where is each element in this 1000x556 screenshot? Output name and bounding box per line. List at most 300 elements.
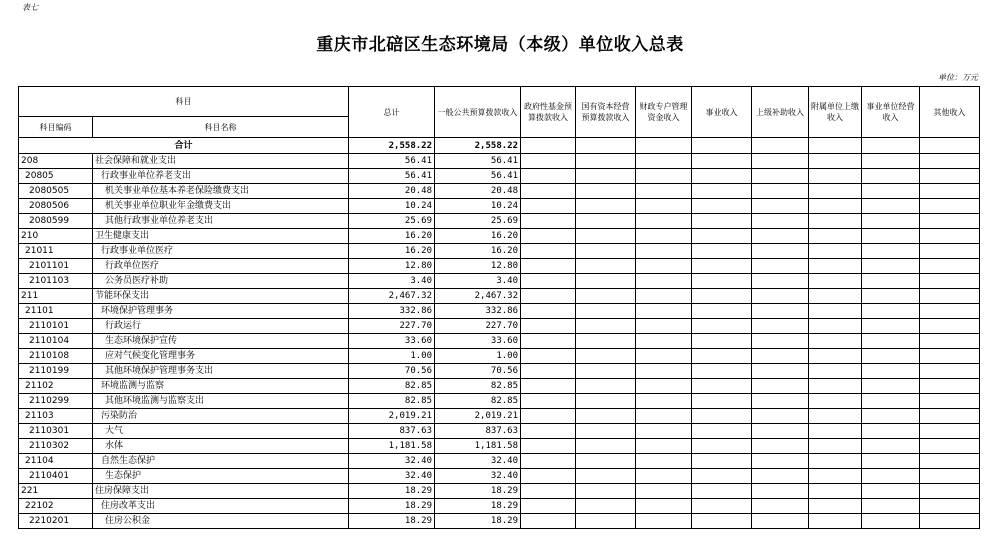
total-label: 合计 bbox=[19, 138, 349, 154]
row-total: 332.86 bbox=[349, 304, 435, 319]
row-name: 自然生态保护 bbox=[93, 454, 349, 469]
empty-cell bbox=[752, 334, 809, 349]
empty-cell bbox=[576, 259, 636, 274]
header-superior-subsidy: 上级补助收入 bbox=[752, 87, 809, 138]
empty-cell bbox=[576, 334, 636, 349]
empty-cell bbox=[809, 454, 862, 469]
empty-cell bbox=[809, 214, 862, 229]
empty-cell bbox=[920, 154, 980, 169]
empty-cell bbox=[692, 274, 752, 289]
empty-cell bbox=[636, 484, 692, 499]
row-general-budget: 16.20 bbox=[435, 244, 521, 259]
empty-cell bbox=[636, 274, 692, 289]
empty-cell bbox=[692, 319, 752, 334]
empty-cell bbox=[692, 364, 752, 379]
row-general-budget: 32.40 bbox=[435, 469, 521, 484]
row-general-budget: 837.63 bbox=[435, 424, 521, 439]
empty-cell bbox=[692, 214, 752, 229]
row-name: 机关事业单位基本养老保险缴费支出 bbox=[93, 184, 349, 199]
empty-cell bbox=[521, 334, 576, 349]
header-total: 总计 bbox=[349, 87, 435, 138]
row-total: 18.29 bbox=[349, 484, 435, 499]
row-total: 18.29 bbox=[349, 514, 435, 529]
empty-cell bbox=[692, 379, 752, 394]
row-name: 住房改革支出 bbox=[93, 499, 349, 514]
table-row bbox=[19, 394, 980, 409]
empty-cell bbox=[920, 169, 980, 184]
empty-cell bbox=[752, 289, 809, 304]
empty-cell bbox=[862, 169, 920, 184]
empty-cell bbox=[862, 394, 920, 409]
empty-cell bbox=[576, 199, 636, 214]
row-total: 837.63 bbox=[349, 424, 435, 439]
empty-cell bbox=[809, 349, 862, 364]
empty-cell bbox=[920, 424, 980, 439]
row-general-budget: 20.48 bbox=[435, 184, 521, 199]
header-name: 科目名称 bbox=[93, 117, 349, 138]
empty-cell bbox=[636, 169, 692, 184]
table-row bbox=[19, 274, 980, 289]
empty-cell bbox=[809, 379, 862, 394]
row-total: 16.20 bbox=[349, 244, 435, 259]
empty-cell bbox=[576, 379, 636, 394]
empty-cell bbox=[576, 394, 636, 409]
row-total: 1.00 bbox=[349, 349, 435, 364]
row-total: 70.56 bbox=[349, 364, 435, 379]
header-code: 科目编码 bbox=[19, 117, 93, 138]
empty-cell bbox=[521, 274, 576, 289]
empty-cell bbox=[521, 439, 576, 454]
empty-cell bbox=[862, 469, 920, 484]
header-fiscal-special: 财政专户管理资金收入 bbox=[636, 87, 692, 138]
empty-cell bbox=[920, 499, 980, 514]
empty-cell bbox=[576, 304, 636, 319]
table-row bbox=[19, 229, 980, 244]
empty-cell bbox=[752, 364, 809, 379]
table-row bbox=[19, 319, 980, 334]
table-row bbox=[19, 439, 980, 454]
row-general-budget: 82.85 bbox=[435, 379, 521, 394]
empty-cell bbox=[920, 319, 980, 334]
empty-cell bbox=[576, 469, 636, 484]
table-row bbox=[19, 424, 980, 439]
empty-cell bbox=[862, 484, 920, 499]
empty-cell bbox=[521, 184, 576, 199]
row-general-budget: 18.29 bbox=[435, 499, 521, 514]
empty-cell bbox=[809, 469, 862, 484]
row-name: 环境监测与监察 bbox=[93, 379, 349, 394]
empty-cell bbox=[636, 439, 692, 454]
empty-cell bbox=[692, 154, 752, 169]
empty-cell bbox=[521, 499, 576, 514]
empty-cell bbox=[521, 244, 576, 259]
row-name: 住房保障支出 bbox=[93, 484, 349, 499]
row-total: 56.41 bbox=[349, 154, 435, 169]
empty-cell bbox=[920, 199, 980, 214]
row-name: 机关事业单位职业年金缴费支出 bbox=[93, 199, 349, 214]
empty-cell bbox=[752, 214, 809, 229]
row-code: 210 bbox=[19, 229, 93, 244]
page-title: 重庆市北碚区生态环境局（本级）单位收入总表 bbox=[316, 35, 684, 55]
row-name: 应对气候变化管理事务 bbox=[93, 349, 349, 364]
empty-cell bbox=[862, 229, 920, 244]
empty-cell bbox=[862, 304, 920, 319]
row-code: 2110302 bbox=[19, 439, 93, 454]
empty-cell bbox=[920, 454, 980, 469]
empty-cell bbox=[809, 439, 862, 454]
row-name: 大气 bbox=[93, 424, 349, 439]
empty-cell bbox=[636, 364, 692, 379]
empty-cell bbox=[576, 484, 636, 499]
row-general-budget: 2,019.21 bbox=[435, 409, 521, 424]
empty-cell bbox=[576, 439, 636, 454]
empty-cell bbox=[809, 199, 862, 214]
empty-cell bbox=[862, 379, 920, 394]
empty-cell bbox=[692, 469, 752, 484]
empty-cell bbox=[752, 349, 809, 364]
header-subject: 科目 bbox=[19, 87, 349, 117]
header-general-budget: 一般公共预算拨款收入 bbox=[435, 87, 521, 138]
empty-cell bbox=[920, 394, 980, 409]
empty-cell bbox=[920, 364, 980, 379]
row-general-budget: 18.29 bbox=[435, 484, 521, 499]
empty-cell bbox=[521, 484, 576, 499]
empty-cell bbox=[692, 484, 752, 499]
table-row bbox=[19, 154, 980, 169]
empty-cell bbox=[636, 469, 692, 484]
table-row bbox=[19, 169, 980, 184]
row-name: 行政单位医疗 bbox=[93, 259, 349, 274]
row-general-budget: 1.00 bbox=[435, 349, 521, 364]
empty-cell bbox=[920, 184, 980, 199]
table-row bbox=[19, 454, 980, 469]
empty-cell bbox=[920, 349, 980, 364]
empty-cell bbox=[809, 274, 862, 289]
table-row bbox=[19, 499, 980, 514]
empty-cell bbox=[692, 289, 752, 304]
empty-cell bbox=[920, 244, 980, 259]
row-code: 22102 bbox=[19, 499, 93, 514]
empty-cell bbox=[809, 484, 862, 499]
row-name: 行政运行 bbox=[93, 319, 349, 334]
row-total: 82.85 bbox=[349, 394, 435, 409]
empty-cell bbox=[692, 229, 752, 244]
empty-cell bbox=[576, 169, 636, 184]
empty-cell bbox=[576, 229, 636, 244]
empty-cell bbox=[752, 169, 809, 184]
empty-cell bbox=[752, 184, 809, 199]
empty-cell bbox=[920, 379, 980, 394]
row-total: 1,181.58 bbox=[349, 439, 435, 454]
empty-cell bbox=[576, 364, 636, 379]
row-code: 21101 bbox=[19, 304, 93, 319]
row-total: 3.40 bbox=[349, 274, 435, 289]
row-general-budget: 33.60 bbox=[435, 334, 521, 349]
empty-cell bbox=[920, 214, 980, 229]
empty-cell bbox=[692, 454, 752, 469]
empty-cell bbox=[752, 199, 809, 214]
empty-cell bbox=[521, 319, 576, 334]
empty-cell bbox=[752, 514, 809, 529]
empty-cell bbox=[636, 454, 692, 469]
empty-cell bbox=[862, 259, 920, 274]
total-amount: 2,558.22 bbox=[349, 138, 435, 154]
table-row bbox=[19, 199, 980, 214]
empty-cell bbox=[576, 184, 636, 199]
empty-cell bbox=[920, 484, 980, 499]
empty-cell bbox=[809, 244, 862, 259]
row-code: 2110301 bbox=[19, 424, 93, 439]
empty-cell bbox=[752, 394, 809, 409]
row-code: 2110108 bbox=[19, 349, 93, 364]
empty-cell bbox=[692, 349, 752, 364]
row-total: 18.29 bbox=[349, 499, 435, 514]
row-name: 生态保护 bbox=[93, 469, 349, 484]
empty-cell bbox=[692, 199, 752, 214]
table-row bbox=[19, 259, 980, 274]
empty-cell bbox=[521, 304, 576, 319]
empty-cell bbox=[862, 439, 920, 454]
row-total: 56.41 bbox=[349, 169, 435, 184]
row-code: 20805 bbox=[19, 169, 93, 184]
row-general-budget: 56.41 bbox=[435, 169, 521, 184]
header-operating-income: 事业单位经营收入 bbox=[862, 87, 920, 138]
table-row bbox=[19, 484, 980, 499]
empty-cell bbox=[809, 154, 862, 169]
empty-cell bbox=[636, 229, 692, 244]
empty-cell bbox=[692, 439, 752, 454]
empty-cell bbox=[752, 319, 809, 334]
row-name: 其他环境监测与监察支出 bbox=[93, 394, 349, 409]
empty-cell bbox=[809, 184, 862, 199]
empty-cell bbox=[752, 274, 809, 289]
empty-cell bbox=[576, 349, 636, 364]
row-code: 2080505 bbox=[19, 184, 93, 199]
empty-cell bbox=[521, 349, 576, 364]
empty-cell bbox=[692, 514, 752, 529]
empty-cell bbox=[692, 169, 752, 184]
row-name: 水体 bbox=[93, 439, 349, 454]
empty-cell bbox=[752, 154, 809, 169]
row-code: 2080599 bbox=[19, 214, 93, 229]
empty-cell bbox=[636, 409, 692, 424]
empty-cell bbox=[809, 409, 862, 424]
empty-cell bbox=[636, 199, 692, 214]
empty-cell bbox=[576, 289, 636, 304]
empty-cell bbox=[636, 304, 692, 319]
table-number: 表七 bbox=[22, 3, 38, 12]
empty-cell bbox=[636, 259, 692, 274]
empty-cell bbox=[636, 379, 692, 394]
empty-cell bbox=[692, 334, 752, 349]
empty-cell bbox=[752, 454, 809, 469]
table-row bbox=[19, 334, 980, 349]
row-name: 行政事业单位养老支出 bbox=[93, 169, 349, 184]
row-name: 其他行政事业单位养老支出 bbox=[93, 214, 349, 229]
row-code: 208 bbox=[19, 154, 93, 169]
row-name: 污染防治 bbox=[93, 409, 349, 424]
empty-cell bbox=[752, 379, 809, 394]
empty-cell bbox=[862, 409, 920, 424]
empty-cell bbox=[862, 154, 920, 169]
empty-cell bbox=[752, 244, 809, 259]
empty-cell bbox=[692, 184, 752, 199]
empty-cell bbox=[809, 319, 862, 334]
empty-cell bbox=[521, 154, 576, 169]
empty-cell bbox=[862, 334, 920, 349]
empty-cell bbox=[920, 439, 980, 454]
row-general-budget: 3.40 bbox=[435, 274, 521, 289]
empty-cell bbox=[862, 349, 920, 364]
empty-cell bbox=[521, 469, 576, 484]
row-name: 社会保障和就业支出 bbox=[93, 154, 349, 169]
row-code: 2101101 bbox=[19, 259, 93, 274]
empty-cell bbox=[809, 259, 862, 274]
empty-cell bbox=[636, 334, 692, 349]
empty-cell bbox=[862, 244, 920, 259]
table-row bbox=[19, 289, 980, 304]
table-row bbox=[19, 379, 980, 394]
header-other-income: 其他收入 bbox=[920, 87, 980, 138]
row-code: 21011 bbox=[19, 244, 93, 259]
table-row bbox=[19, 469, 980, 484]
empty-cell bbox=[809, 424, 862, 439]
row-name: 行政事业单位医疗 bbox=[93, 244, 349, 259]
table-row bbox=[19, 364, 980, 379]
table-row bbox=[19, 184, 980, 199]
empty-cell bbox=[636, 514, 692, 529]
row-total: 2,019.21 bbox=[349, 409, 435, 424]
empty-cell bbox=[862, 499, 920, 514]
empty-cell bbox=[752, 259, 809, 274]
row-code: 2110401 bbox=[19, 469, 93, 484]
empty-cell bbox=[521, 169, 576, 184]
header-affiliated-income: 附属单位上缴收入 bbox=[809, 87, 862, 138]
empty-cell bbox=[521, 214, 576, 229]
empty-cell bbox=[920, 289, 980, 304]
empty-cell bbox=[920, 469, 980, 484]
row-code: 2080506 bbox=[19, 199, 93, 214]
empty-cell bbox=[636, 289, 692, 304]
empty-cell bbox=[636, 214, 692, 229]
row-code: 2101103 bbox=[19, 274, 93, 289]
empty-cell bbox=[862, 184, 920, 199]
row-code: 221 bbox=[19, 484, 93, 499]
empty-cell bbox=[920, 409, 980, 424]
table-row bbox=[19, 214, 980, 229]
row-code: 21102 bbox=[19, 379, 93, 394]
row-general-budget: 32.40 bbox=[435, 454, 521, 469]
header-business-income: 事业收入 bbox=[692, 87, 752, 138]
table-row bbox=[19, 514, 980, 529]
row-general-budget: 16.20 bbox=[435, 229, 521, 244]
empty-cell bbox=[809, 304, 862, 319]
row-general-budget: 332.86 bbox=[435, 304, 521, 319]
empty-cell bbox=[636, 319, 692, 334]
empty-cell bbox=[521, 409, 576, 424]
empty-cell bbox=[692, 259, 752, 274]
empty-cell bbox=[920, 334, 980, 349]
empty-cell bbox=[752, 439, 809, 454]
empty-cell bbox=[862, 289, 920, 304]
empty-cell bbox=[576, 424, 636, 439]
row-code: 21103 bbox=[19, 409, 93, 424]
empty-cell bbox=[920, 229, 980, 244]
empty-cell bbox=[809, 514, 862, 529]
empty-cell bbox=[752, 469, 809, 484]
empty-cell bbox=[809, 229, 862, 244]
empty-cell bbox=[862, 514, 920, 529]
empty-cell bbox=[576, 214, 636, 229]
empty-cell bbox=[576, 514, 636, 529]
row-total: 227.70 bbox=[349, 319, 435, 334]
row-total: 16.20 bbox=[349, 229, 435, 244]
empty-cell bbox=[752, 484, 809, 499]
row-code: 2110101 bbox=[19, 319, 93, 334]
empty-cell bbox=[576, 244, 636, 259]
row-code: 2110104 bbox=[19, 334, 93, 349]
empty-cell bbox=[521, 364, 576, 379]
row-general-budget: 56.41 bbox=[435, 154, 521, 169]
empty-cell bbox=[920, 259, 980, 274]
empty-cell bbox=[920, 304, 980, 319]
row-general-budget: 2,467.32 bbox=[435, 289, 521, 304]
empty-cell bbox=[692, 394, 752, 409]
empty-cell bbox=[692, 499, 752, 514]
empty-cell bbox=[576, 319, 636, 334]
total-general-budget: 2,558.22 bbox=[435, 138, 521, 154]
empty-cell bbox=[576, 154, 636, 169]
row-total: 82.85 bbox=[349, 379, 435, 394]
empty-cell bbox=[692, 424, 752, 439]
empty-cell bbox=[862, 454, 920, 469]
empty-cell bbox=[521, 424, 576, 439]
row-general-budget: 10.24 bbox=[435, 199, 521, 214]
empty-cell bbox=[809, 169, 862, 184]
row-general-budget: 82.85 bbox=[435, 394, 521, 409]
row-total: 20.48 bbox=[349, 184, 435, 199]
empty-cell bbox=[862, 319, 920, 334]
row-name: 住房公积金 bbox=[93, 514, 349, 529]
empty-cell bbox=[752, 499, 809, 514]
empty-cell bbox=[752, 409, 809, 424]
row-code: 21104 bbox=[19, 454, 93, 469]
empty-cell bbox=[692, 409, 752, 424]
row-total: 25.69 bbox=[349, 214, 435, 229]
header-state-capital: 国有资本经营预算拨款收入 bbox=[576, 87, 636, 138]
empty-cell bbox=[576, 409, 636, 424]
total-row bbox=[19, 138, 980, 154]
empty-cell bbox=[576, 499, 636, 514]
empty-cell bbox=[752, 229, 809, 244]
empty-cell bbox=[636, 424, 692, 439]
row-code: 211 bbox=[19, 289, 93, 304]
row-total: 2,467.32 bbox=[349, 289, 435, 304]
empty-cell bbox=[636, 394, 692, 409]
row-total: 12.80 bbox=[349, 259, 435, 274]
row-general-budget: 25.69 bbox=[435, 214, 521, 229]
empty-cell bbox=[576, 274, 636, 289]
table-row bbox=[19, 409, 980, 424]
empty-cell bbox=[920, 274, 980, 289]
empty-cell bbox=[521, 259, 576, 274]
row-code: 2110299 bbox=[19, 394, 93, 409]
table-row bbox=[19, 304, 980, 319]
empty-cell bbox=[752, 424, 809, 439]
empty-cell bbox=[920, 514, 980, 529]
empty-cell bbox=[636, 499, 692, 514]
empty-cell bbox=[521, 514, 576, 529]
